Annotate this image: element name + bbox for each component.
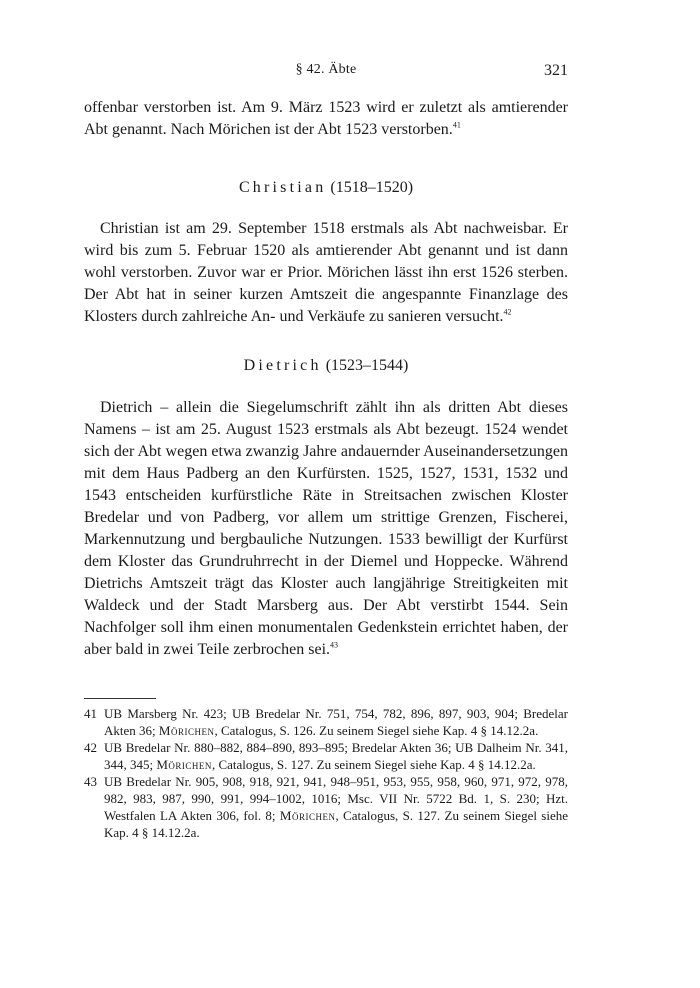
footnote-number: 41 [84,706,97,721]
christian-text: Christian ist am 29. September 1518 erstmals als Abt nachweisbar. Er wird bis zum 5. Februar 1520 als amtierender Abt genannt und ist dann wohl verstorben. Zuvor war er Prior. Mörichen lässt ihn erst 1526 sterben. Der Abt hat in seiner kurzen Amtszeit die angespannte Finanzlage des Klosters durch zahlreiche An- und Verkäufe zu sanieren versucht. [84,220,568,325]
footnote-ref-43: 43 [330,640,339,650]
footnote-rule [84,698,156,699]
intro-paragraph [84,97,568,141]
dietrich-paragraph [84,397,568,661]
footnote-ref-41: 41 [452,120,461,130]
abbot-name: Christian [238,179,327,196]
section-heading-christian [84,179,568,197]
running-head-title: § 42. Äbte [295,62,357,77]
author-name: Mörichen [156,757,212,772]
abbot-dates: (1523–1544) [325,357,409,374]
footnote [84,705,568,739]
author-name: Mörichen [158,723,215,738]
abbot-dates: (1518–1520) [330,179,414,196]
author-name: Mörichen [279,808,336,823]
abbot-name: Dietrich [243,357,322,374]
dietrich-text: Dietrich – allein die Siegelumschrift zählt ihn als dritten Abt dieses Namens – ist am 25. August 1523 erstmals als Abt bezeugt. 1524 wendet sich der Abt wegen etwa zwanzig Jahre andauernder Auseinandersetzungen mit dem Haus Padberg an den Kurfürsten. 1525, 1527, 1531, 1532 und 1543 entscheiden kurfürstliche Räte in Streitsachen zwischen Kloster Bredelar und von Padberg, vor allem um strittige Grenzen, Fischerei, Markennutzung und bergbauliche Nutzungen. 1533 bewilligt der Kurfürst dem Kloster das Grundruhrrecht in der Diemel und Hoppecke. Während Dietrichs Amtszeit trägt das Kloster auch langjährige Streitigkeiten mit Waldeck und der Stadt Marsberg aus. Der Abt verstirbt 1544. Sein Nachfolger soll ihm einen monumentalen Gedenkstein errichtet haben, der aber bald in zwei Teile zerbrochen sei. [84,399,568,658]
footnote-text: , Catalogus, S. 127. Zu seinem Siegel siehe Kap. 4 § 14.12.2a. [211,757,536,772]
footnote-number: 43 [84,774,97,789]
footnote-text: , Catalogus, S. 127. Zu seinem Siegel siehe Kap. 4 § 14.12.2a. [104,808,568,840]
running-head [84,62,568,84]
page-number: 321 [544,62,568,79]
section-heading-dietrich [84,357,568,375]
footnote [84,773,568,841]
intro-text: offenbar verstorben ist. Am 9. März 1523 wird er zuletzt als amtierender Abt genannt. Nach Mörichen ist der Abt 1523 verstorben. [84,99,568,138]
footnote [84,739,568,773]
footnote-ref-42: 42 [503,307,512,317]
footnotes [84,705,568,841]
footnote-text: UB Bredelar Nr. 880–882, 884–890, 893–895; Bredelar Akten 36; UB Dalheim Nr. 341, 344, 345; [104,740,568,772]
christian-paragraph [84,218,568,328]
footnote-number: 42 [84,740,97,755]
footnote-text: UB Bredelar Nr. 905, 908, 918, 921, 941, 948–951, 953, 955, 958, 960, 971, 972, 978, 982, 983, 987, 990, 991, 994–1002, 1016; Msc. VII Nr. 5722 Bd. 1, S. 230; Hzt. Westfalen LA Akten 306, fol. 8; [104,774,568,823]
footnote-text: , Catalogus, S. 126. Zu seinem Siegel siehe Kap. 4 § 14.12.2a. [214,723,539,738]
footnote-text: UB Marsberg Nr. 423; UB Bredelar Nr. 751, 754, 782, 896, 897, 903, 904; Bredelar Akten 36; [104,706,568,738]
